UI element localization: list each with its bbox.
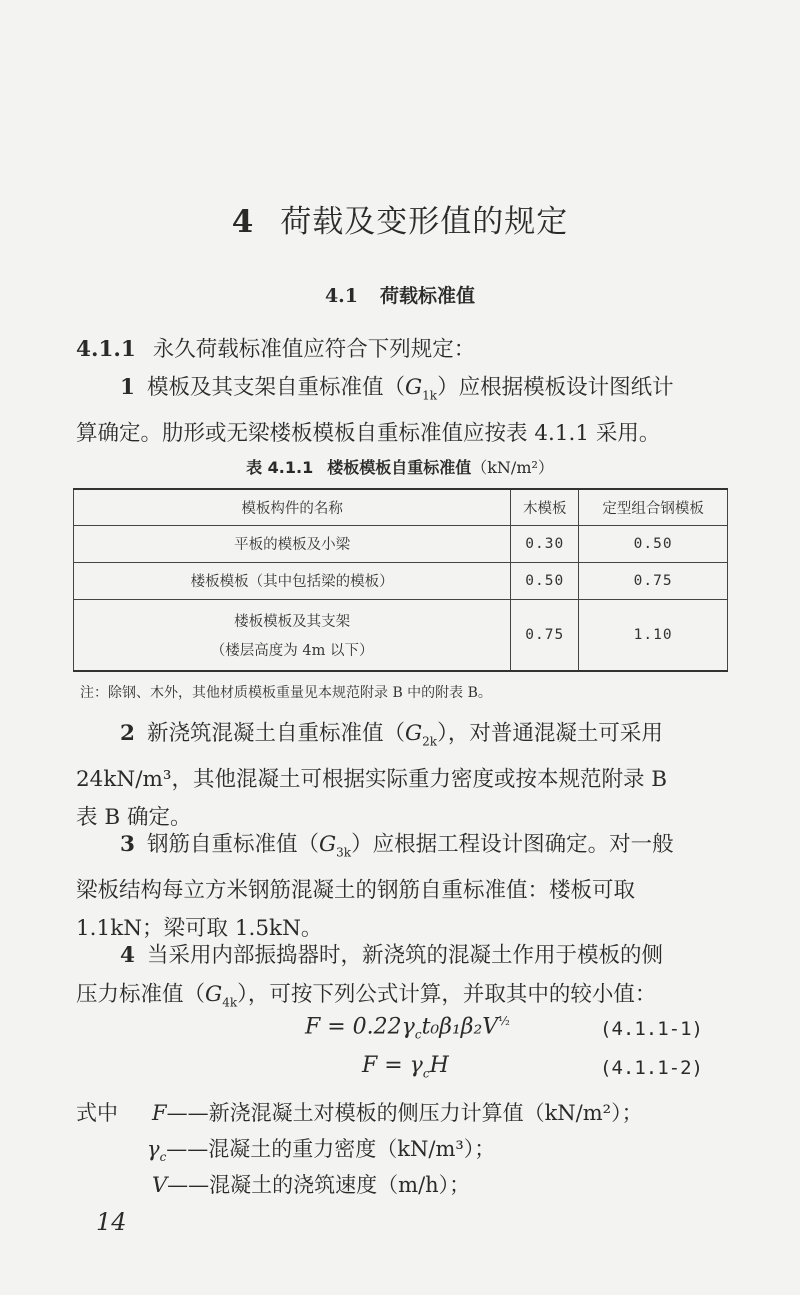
definition-symbol: γ [147,1137,160,1161]
definition-item [152,1097,643,1127]
item-text-line: 1.1kN；梁可取 1.5kN。 [76,916,323,942]
table-cell-line: （楼层高度为 4m 以下） [210,642,374,659]
table-note: 注：除钢、木外，其他材质模板重量见本规范附录 B 中的附表 B。 [80,685,492,701]
formula-expression: t₀β₁β₂V [421,1014,499,1040]
item-number: 3 [120,832,135,857]
item-number: 2 [120,721,135,746]
definition-item [152,1169,470,1199]
formula-expression: H [429,1053,449,1078]
chapter-title: 荷载及变形值的规定 [280,204,569,240]
symbol-subscript: 2k [422,734,438,749]
symbol: G [205,981,223,1007]
chapter-number: 4 [231,204,255,240]
formula-expression: F = 0.22γ [305,1014,415,1040]
table-header-cell: 木模板 [511,489,579,525]
symbol-subscript: 1k [422,388,438,403]
item-2 [76,715,744,838]
table-title: 楼板模板自重标准值 [327,458,472,477]
definition-symbol: F [152,1101,167,1125]
item-1 [76,369,744,453]
formula-1: $F = 0.22\gamma_ct_0\beta_1\beta_2V^{\frac{1}{2}}$ [305,1014,510,1042]
table-cell: 0.30 [511,525,579,562]
item-number: 1 [120,375,135,400]
formula-2: $F = \gamma_cH$ [362,1053,449,1081]
table-cell: 1.10 [579,599,728,671]
table-cell: 0.75 [579,562,728,599]
item-text: 模板及其支架自重标准值（ [146,375,405,400]
definition-text: ——新浇混凝土对模板的侧压力计算值（kN/m²）； [166,1101,643,1125]
definition-text: ——混凝土的浇筑速度（m/h）； [167,1173,471,1197]
item-text: 压力标准值（ [76,981,206,1007]
definition-symbol: V [152,1173,168,1197]
page-number: 14 [96,1208,127,1236]
section-heading [0,281,800,308]
table-cell: 楼板模板（其中包括梁的模板） [74,562,511,599]
symbol: G [404,721,423,746]
table-cell-line: 楼板模板及其支架 [234,613,351,630]
formula-exponent: ½ [498,1014,510,1028]
formula-2-number: (4.1.1-2) [600,1057,703,1079]
item-text: 新浇筑混凝土自重标准值（ [146,721,405,746]
item-text: ）应根据工程设计图确定。对一般 [351,832,674,857]
item-text: 钢筋自重标准值（ [146,832,319,857]
item-text-line: 算确定。肋形或无梁楼板模板自重标准值应按表 4.1.1 采用。 [76,420,661,446]
formula-1-number: (4.1.1-1) [600,1018,703,1040]
table-cell: 0.50 [579,525,728,562]
table-header-cell: 定型组合钢模板 [579,489,728,525]
clause-number: 4.1.1 [76,337,136,362]
table-row [74,599,728,671]
formwork-weight-table [73,488,728,672]
table-header-row [74,489,728,525]
item-3 [76,826,744,949]
item-4 [76,937,744,1021]
item-text: ），可按下列公式计算，并取其中的较小值： [237,981,657,1007]
table-row [74,562,728,599]
item-text-line: 表 B 确定。 [76,805,192,831]
symbol-subscript: 4k [222,994,238,1009]
definition-item [147,1133,495,1164]
symbol-subscript: 3k [336,845,352,860]
symbol: G [404,375,423,400]
table-cell [74,599,511,671]
section-number: 4.1 [324,285,359,307]
item-text: ）应根据模板设计图纸计 [437,375,674,400]
item-text: 当采用内部振捣器时，新浇筑的混凝土作用于模板的侧 [146,943,663,968]
formula-expression: F = γ [362,1053,423,1078]
table-header-cell: 模板构件的名称 [74,489,511,525]
clause-4-1-1 [76,331,744,370]
table-cell: 0.75 [511,599,579,671]
definition-text: ——混凝土的重力密度（kN/m³）； [166,1137,496,1161]
table-cell: 0.50 [511,562,579,599]
section-title: 荷载标准值 [380,285,476,307]
symbol: G [318,832,337,857]
table-label: 表 4.1.1 [246,458,314,477]
table-row [74,525,728,562]
clause-text: 永久荷载标准值应符合下列规定： [152,337,476,362]
definitions-lead: 式中 [76,1101,118,1125]
item-text-line: 梁板结构每立方米钢筋混凝土的钢筋自重标准值：楼板可取 [76,877,636,903]
table-caption [0,455,800,478]
table-cell: 平板的模板及小梁 [74,525,511,562]
chapter-heading [0,196,800,241]
item-text: ），对普通混凝土可采用 [437,721,663,746]
item-number: 4 [120,943,135,968]
table-unit: （kN/m²） [471,458,554,477]
definition-subscript: c [159,1150,167,1165]
item-text-line: 24kN/m³，其他混凝土可根据实际重力密度或按本规范附录 B [76,766,668,792]
